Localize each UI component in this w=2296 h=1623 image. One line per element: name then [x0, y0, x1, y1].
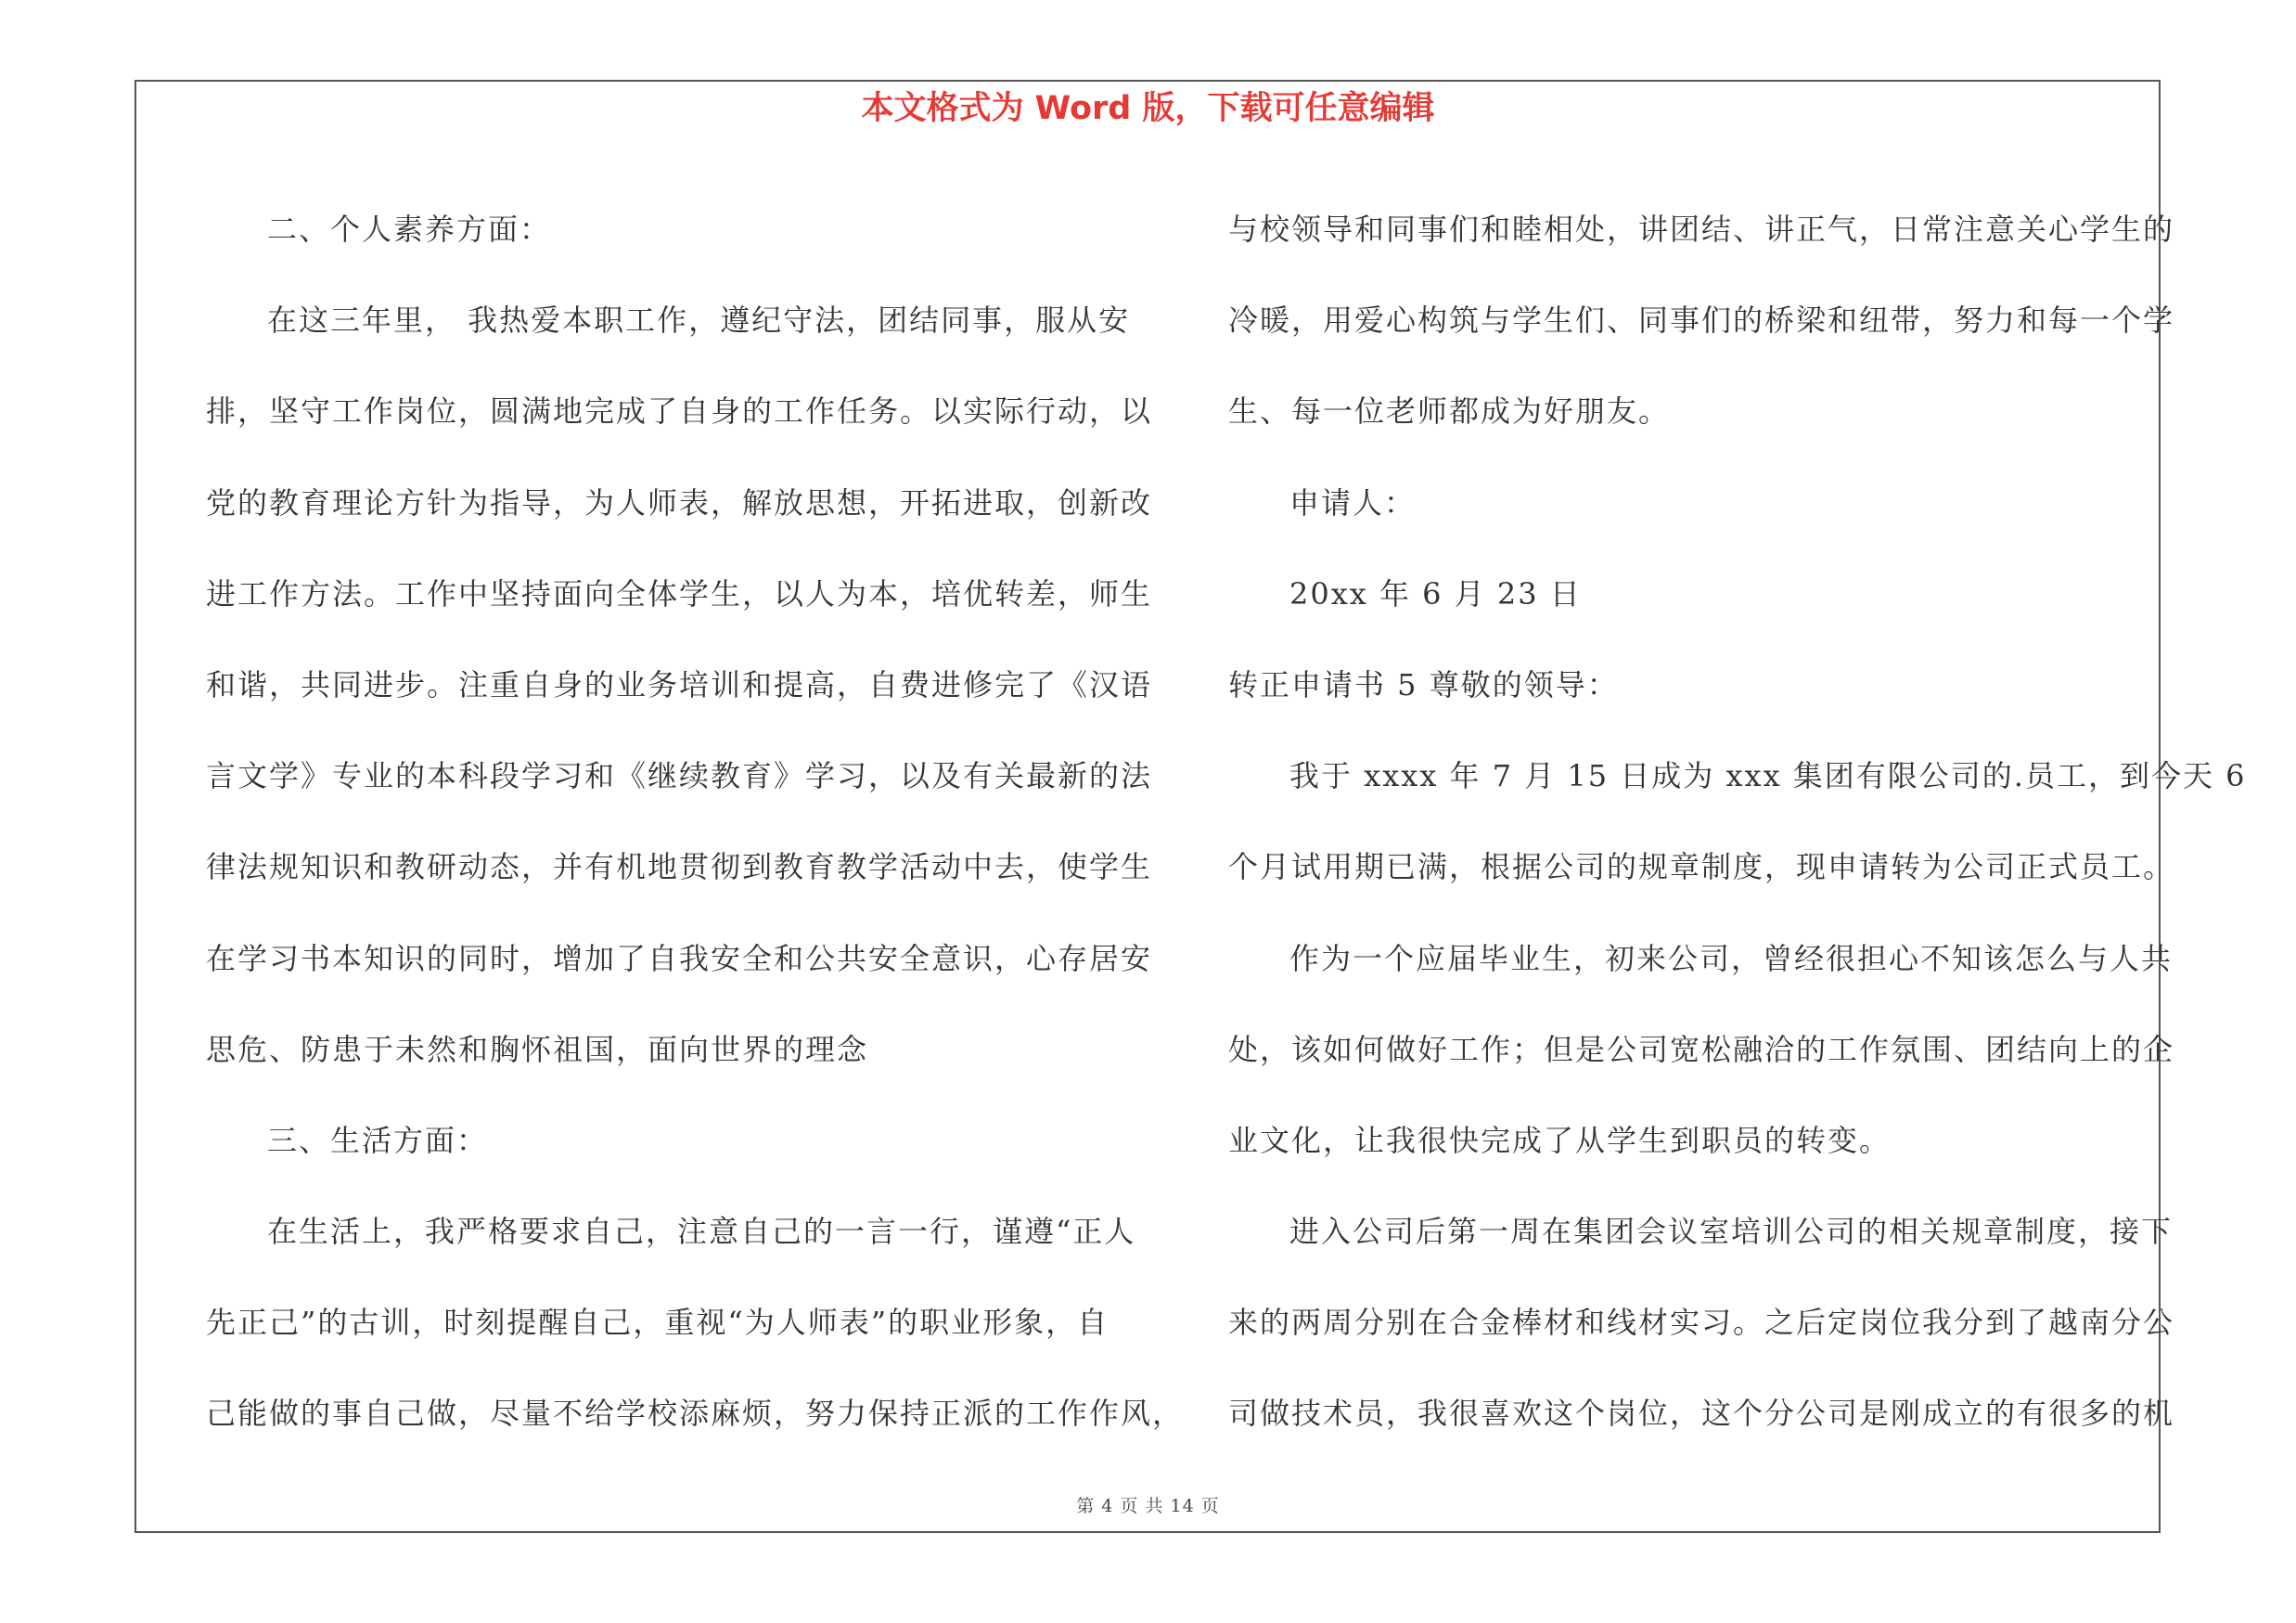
text-line: 与校领导和同事们和睦相处，讲团结、讲正气，日常注意关心学生的: [1228, 212, 2175, 247]
text-line: 思危、防患于未然和胸怀祖国，面向世界的理念: [206, 1031, 869, 1067]
right-text-column: [1228, 184, 2247, 1460]
text-line: 申请人：: [1289, 484, 1417, 521]
text-line: 在这三年里， 我热爱本职工作，遵纪守法，团结同事，服从安: [267, 303, 1131, 339]
text-line: 进工作方法。工作中坚持面向全体学生，以人为本，培优转差，师生: [206, 575, 1153, 612]
text-line: 排，坚守工作岗位，圆满地完成了自身的工作任务。以实际行动，以: [206, 393, 1153, 430]
text-line: 三、生活方面：: [267, 1122, 489, 1158]
text-line: 言文学》专业的本科段学习和《继续教育》学习，以及有关最新的法: [206, 758, 1153, 794]
text-line: 生、每一位老师都成为好朋友。: [1228, 393, 1671, 430]
text-line: 来的两周分别在合金棒材和线材实习。之后定岗位我分到了越南分公: [1228, 1305, 2175, 1341]
text-line: 作为一个应届毕业生，初来公司，曾经很担心不知该怎么与人共: [1289, 940, 2174, 976]
text-line: 个月试用期已满，根据公司的规章制度，现申请转为公司正式员工。: [1228, 849, 2175, 885]
text-line: 己能做的事自己做，尽量不给学校添麻烦，努力保持正派的工作作风，: [206, 1396, 1185, 1432]
text-line: 二、个人素养方面：: [267, 212, 552, 247]
left-text-column: [206, 184, 1185, 1460]
text-line: 处，该如何做好工作；但是公司宽松融洽的工作氛围、团结向上的企: [1228, 1031, 2175, 1067]
text-line: 司做技术员，我很喜欢这个岗位，这个分公司是刚成立的有很多的机: [1228, 1396, 2175, 1432]
text-line: 转正申请书 5 尊敬的领导：: [1228, 666, 1619, 702]
text-line: 20xx 年 6 月 23 日: [1289, 575, 1582, 612]
text-line: 先正己”的古训，时刻提醒自己，重视“为人师表”的职业形象，自: [206, 1305, 1110, 1341]
text-line: 和谐，共同进步。注重自身的业务培训和提高，自费进修完了《汉语: [206, 666, 1153, 702]
text-line: 业文化，让我很快完成了从学生到职员的转变。: [1228, 1122, 1892, 1158]
text-line: 在生活上，我严格要求自己，注意自己的一言一行，谨遵“正人: [267, 1214, 1136, 1250]
text-line: 在学习书本知识的同时，增加了自我安全和公共安全意识，心存居安: [206, 940, 1153, 976]
text-line: 冷暖，用爱心构筑与学生们、同事们的桥梁和纽带，努力和每一个学: [1228, 303, 2175, 339]
page-number-footer: 第 4 页 共 14 页: [1076, 1496, 1220, 1516]
text-line: 进入公司后第一周在集团会议室培训公司的相关规章制度，接下: [1289, 1214, 2174, 1250]
text-line: 律法规知识和教研动态，并有机地贯彻到教育教学活动中去，使学生: [206, 849, 1153, 885]
text-line: 党的教育理论方针为指导，为人师表，解放思想，开拓进取，创新改: [206, 484, 1153, 521]
text-line: 我于 xxxx 年 7 月 15 日成为 xxx 集团有限公司的.员工，到今天 6: [1289, 758, 2247, 794]
format-banner: 本文格式为 Word 版，下载可任意编辑: [861, 90, 1435, 127]
